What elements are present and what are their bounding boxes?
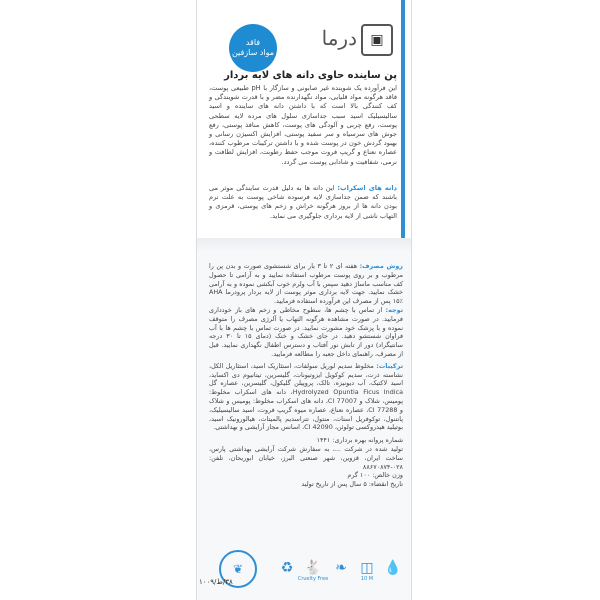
certification-badge: ❦ [219,550,257,588]
shelf-life-text: 10 M [360,576,374,582]
bottom-panel [209,262,403,489]
seal-badge [229,24,277,72]
cruelty-free-text: Cruelty Free [297,576,329,582]
ingredients-label: ترکیبات: [376,361,403,370]
drop-icon: 💧 [384,560,402,576]
brand-header [217,20,407,68]
scrub-info [209,184,397,221]
caution-label: توجه: [385,305,403,314]
seal-line2: مواد سازفین [231,48,275,57]
product-title: پن ساینده حاوی دانه های لایه بردار [224,70,397,81]
weight-text: وزن خالص: ۱۰۰ گرم [347,471,403,480]
fold-divider [197,238,411,252]
icons-row [207,546,403,586]
product-box [196,0,412,600]
caution-text: از تماس با چشم ها، سطوح مخاطی و زخم های باز خودداری فرمایید. در صورت مشاهده هرگونه التهاب یا آلرژی مصرف را متوقف نموده و با پزشک خود مشورت نمایید. در صورت تماس با چشم ها با آب فراوان شستشو دهید. در جای خشک و خنک (دمای ۱۵ تا ۳۰ درجه سانتیگراد) دور از تابش نور آفتاب و دسترس اطفال نگهداری نمایید. قبل از مصرف، راهنمای داخل جعبه را مطالعه فرمایید. [209,305,404,358]
product-description: این فرآورده یک شوینده غیر صابونی و سازگار با pH طبیعی پوست، فاقد هرگونه مواد قلیایی، مواد نگهدارنده مضر و با قدرت شویندگی و کف کنندگی بالا است که با داشتن دانه های ساینده و اسید سالیسیلیک اسید سبب جداسازی سلول های مرده لایه سطحی پوست، رفع چربی و آلودگی های پوست، کاهش منافذ پوستی، رفع جوش های سرسیاه و سر سفید پوستی، افزایش اکسیژن رسانی و بهبود گردش خون در پوست شده و با داشتن ترکیبات مرطوب کننده، عصاره نعناع و گریپ فروت موجب حفظ رطوبت، افزایش لطافت و نرمی، شفافیت و شادابی پوست می گردد. [209,84,397,166]
leaf-icon: ❧ [335,560,347,576]
expiry-text: تاریخ انقضاء: ۵ سال پس از تاریخ تولید [301,480,403,489]
top-panel [197,0,411,238]
brand-logo-text: درما [321,26,357,50]
brand-logo-icon: ▣ [361,24,393,56]
manufacturer-section [209,436,403,489]
cruelty-free-icon: 🐇 [304,560,322,576]
scrub-text: این دانه ها به دلیل قدرت سایندگی موثر می باشند که ضمن جداسازی لایه فرسوده شاخی پوست به علت نرم بودن دانه ها از بروز هرگونه خراش و زخم های پوستی، قرمزی و التهاب ناشی از لایه برداری جلوگیری می نماید. [209,184,397,220]
ingredients-section [209,362,403,432]
recycle-icon: ♻ [280,560,294,576]
scrub-label: دانه های اسکراب: [337,184,397,192]
usage-text: هفته ای ۲ تا ۳ بار برای شستشوی صورت و بدن پن را مرطوب و بر روی پوست مرطوب استفاده نمایید و به آرامی تا حصول کف مناسب ماساژ دهید سپس با آب ولرم خوب آبکشی نموده و به آرامی خشک نمایید. جهت لایه برداری موثر پوست از لایه بردار پرودرما AHA ۱۵٪ پس از مصرف این فرآورده استفاده فرمایید. [209,262,403,306]
seal-line1: فاقد [245,38,261,47]
usage-section [209,262,403,306]
ingredients-text: مخلوط سدیم لوریل سولفات، استئاریک اسید، استئاریل الکل، نشاسته ذرت، سدیم کوکویل ایزوتیونات، گلیسرین، تیتانیوم دی اکساید، اسید لاکتیک، آب دیونیزه، تالک، پروپیلن گلیکول، گلیسرین، عصاره گل Hydrolyzed Opuntia Ficus Indica، دانه های اسکراب مخلوط: پومیس، شلاک و CI 77007، دانه های اسکراب مخلوط: پومیس و شلاک و CI 77288، عصاره نعناع، عصاره میوه گریپ فروت، اسید سالیسیلیک، پانتنول، توکوفریل استات، منتول، تتراسدیم پالمیتات، هیالورونیک اسید، بوتیلید هیدروکسی تولوئن، CI 42090، اسانس مجاز آرایشی و بهداشتی. [209,361,403,432]
license-text: شماره پروانه بهره برداری: ۱۴۴۱ [316,436,403,445]
caution-section [209,306,403,359]
shelf-life-icon: ◫ [360,560,374,576]
usage-label: روش مصرف: [359,262,403,270]
manufacturer-text: تولید شده در شرکت ...، به سفارش شرکت آرایشی بهداشتی پارس، ساخت ایران، قزوین، شهر صنعتی البرز، خیابان ابوریحان، تلفن: ۰۲۸-۸۸۶۷۰۸۷۴ [209,444,403,471]
product-code: ۳۸/ط/۱۰۰۹ [199,578,233,586]
